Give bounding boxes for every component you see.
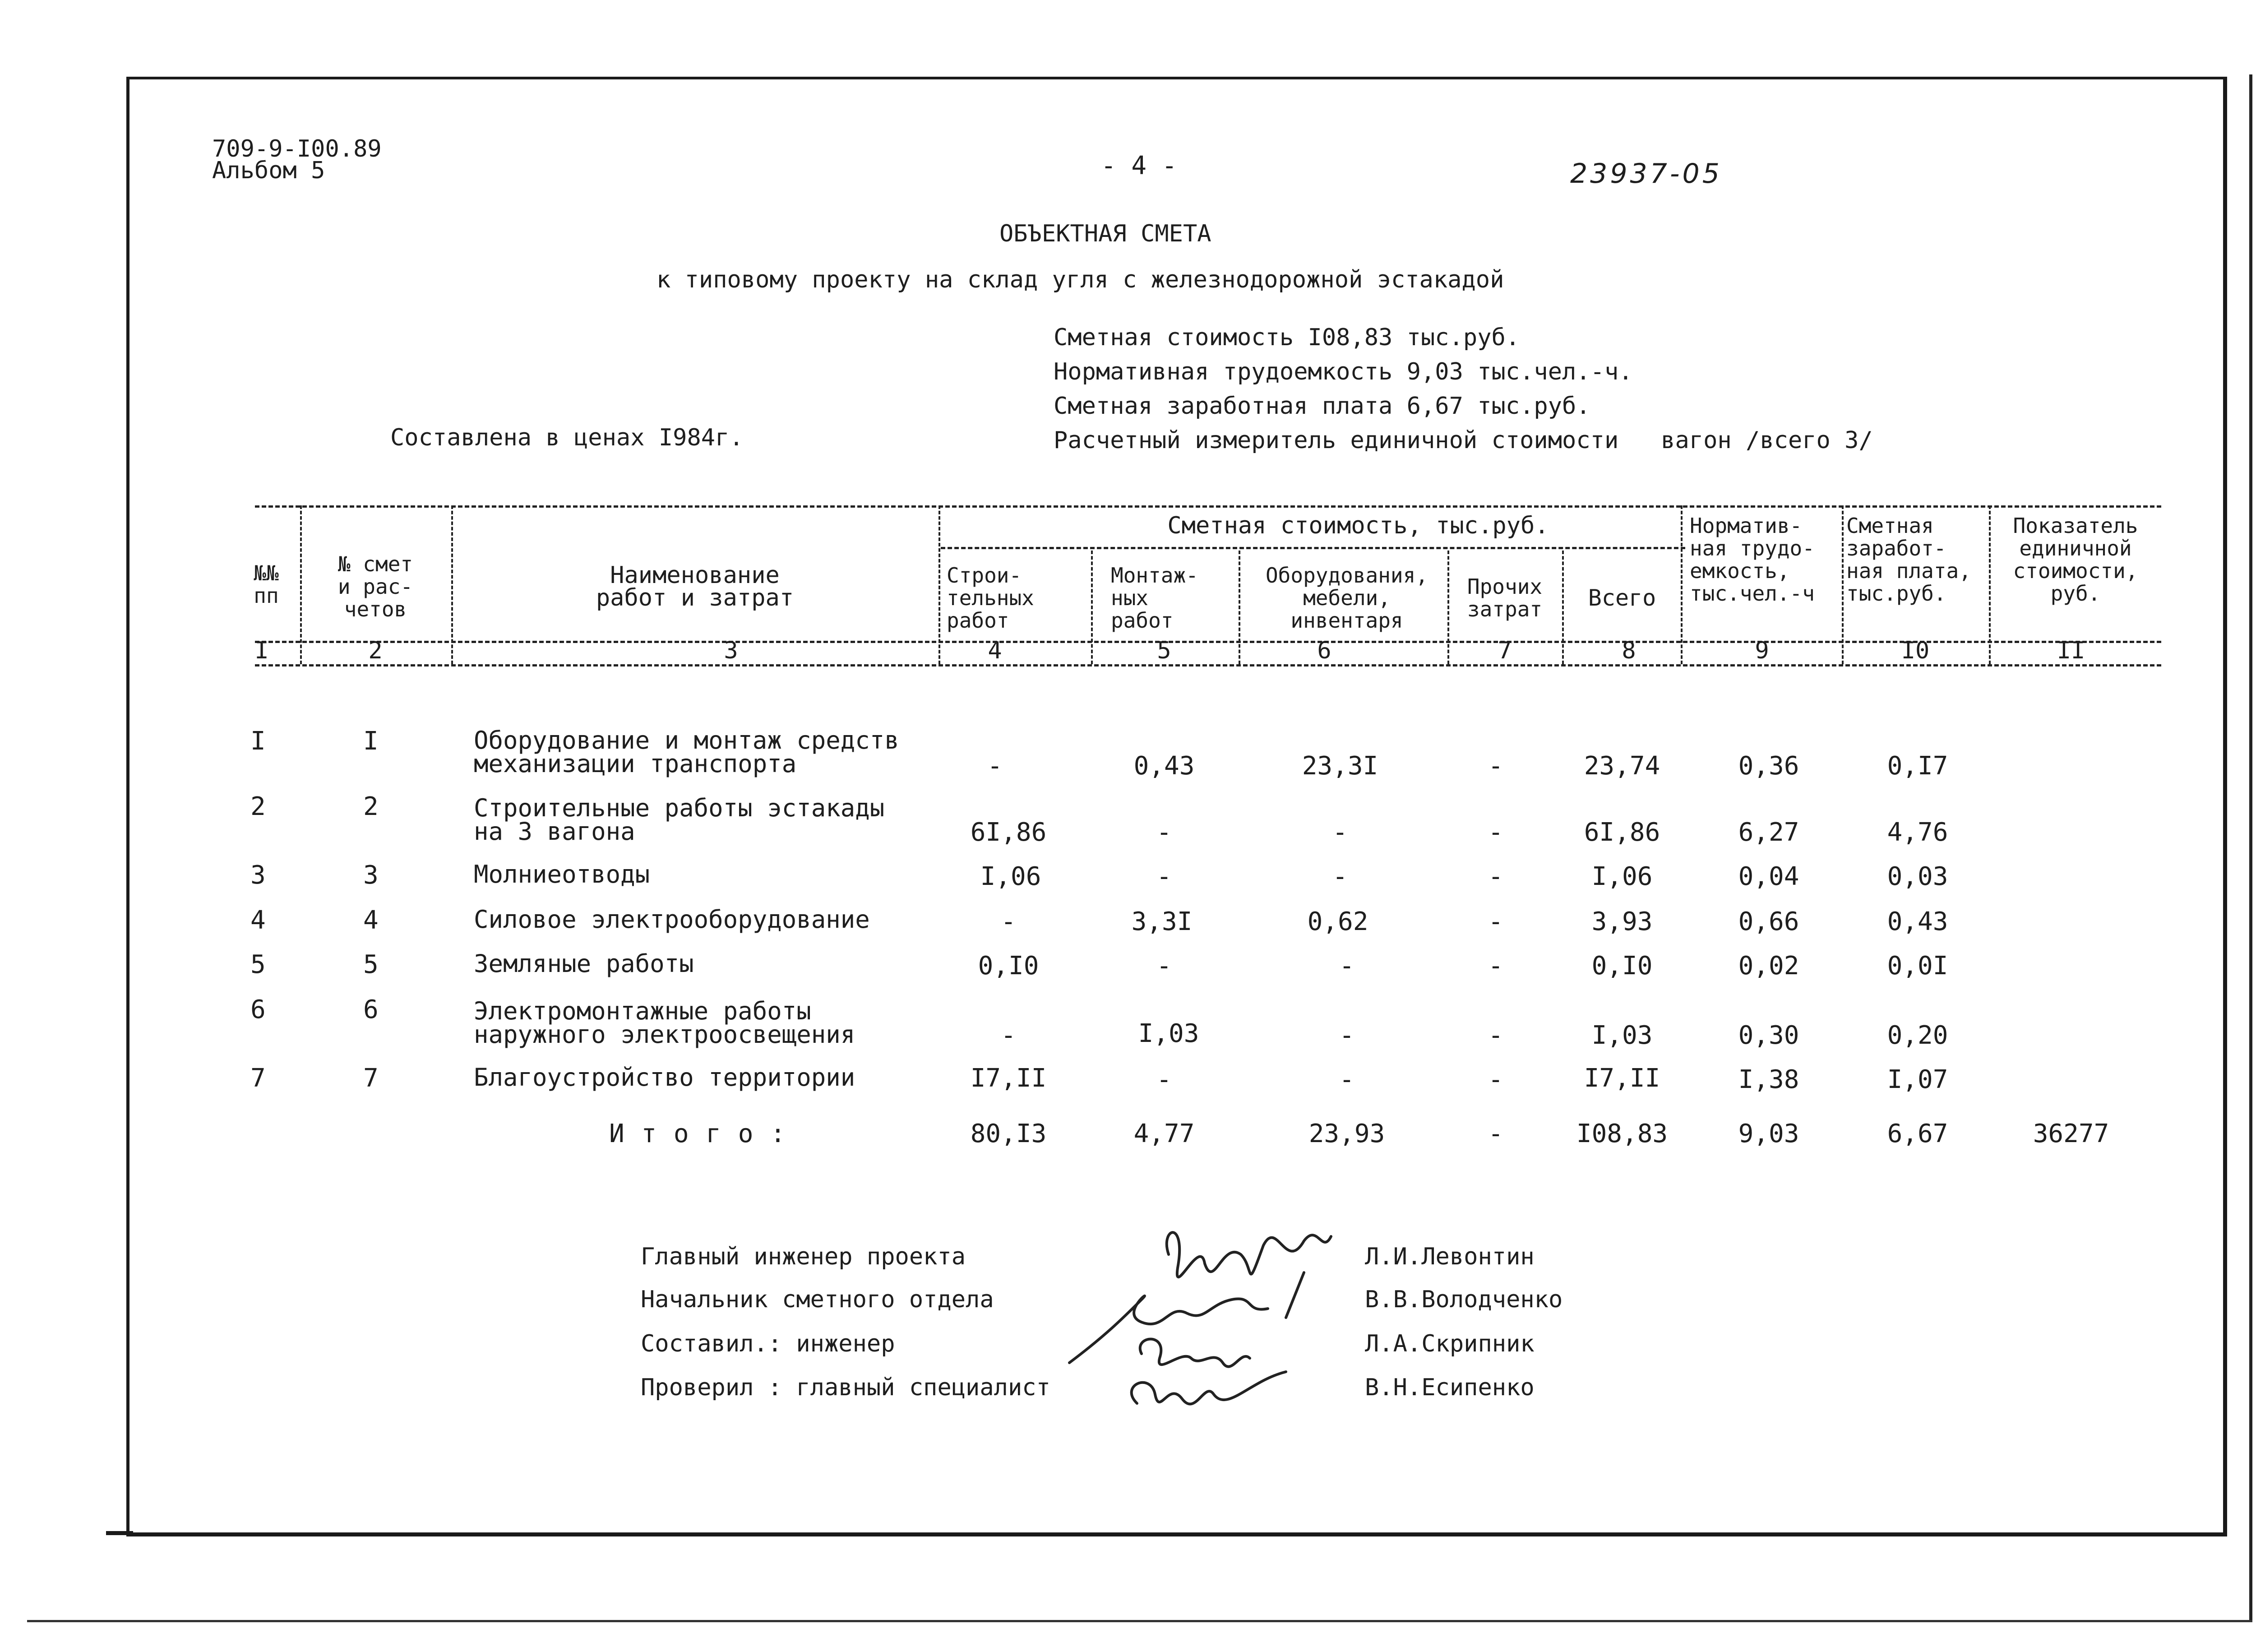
archive-number: 23937-05 bbox=[1570, 158, 1722, 190]
header-col7-other: Прочих затрат bbox=[1467, 574, 1543, 621]
signature-name: В.Н.Есипенко bbox=[1365, 1374, 1535, 1401]
signature-scribble-1 bbox=[1051, 1200, 1367, 1435]
signature-role: Начальник сметного отдела bbox=[641, 1286, 994, 1313]
signature-role: Составил.: инженер bbox=[641, 1330, 895, 1357]
header-col11-unit-cost: Показатель единичной стоимости, руб. bbox=[2013, 514, 2138, 606]
summary-labor: Нормативная трудоемкость 9,03 тыс.чел.-ч. bbox=[1054, 358, 1633, 385]
outer-frame-right-edge bbox=[2249, 74, 2252, 1622]
document-code: 709-9-I00.89 bbox=[212, 135, 382, 162]
page-number: - 4 - bbox=[1101, 151, 1177, 180]
document-title: ОБЪЕКТНАЯ СМЕТА bbox=[999, 220, 1211, 247]
signature-name: В.В.Володченко bbox=[1365, 1286, 1563, 1313]
signature-name: Л.А.Скрипник bbox=[1365, 1330, 1535, 1357]
signature-name: Л.И.Левонтин bbox=[1365, 1243, 1535, 1270]
header-col9-labor: Норматив- ная трудо- емкость, тыс.чел.-ч bbox=[1690, 514, 1815, 606]
summary-meter: Расчетный измеритель единичной стоимости вагон /всего 3/ bbox=[1054, 427, 1873, 454]
header-estimated-cost-group: Сметная стоимость, тыс.руб. bbox=[1167, 512, 1549, 539]
outer-frame-bottom-edge bbox=[27, 1620, 2252, 1622]
header-col10-wages: Сметная заработ- ная плата, тыс.руб. bbox=[1846, 514, 1971, 606]
summary-cost: Сметная стоимость I08,83 тыс.руб. bbox=[1054, 324, 1520, 351]
signature-role: Проверил : главный специалист bbox=[641, 1374, 1050, 1401]
header-col5-mounting: Монтаж- ных работ bbox=[1111, 563, 1198, 633]
album-label: Альбом 5 bbox=[212, 157, 325, 184]
document-subtitle: к типовому проекту на склад угля с железнодорожной эстакадой bbox=[656, 266, 1504, 293]
header-col6-equipment: Оборудования, мебели, инвентаря bbox=[1265, 563, 1428, 633]
frame-bottom-extension bbox=[106, 1531, 133, 1535]
signature-role: Главный инженер проекта bbox=[641, 1243, 966, 1270]
header-col4-construction: Строи- тельных работ bbox=[947, 563, 1034, 633]
header-col3-name: Наименование работ и затрат bbox=[596, 562, 794, 611]
header-col2: № смет и рас- четов bbox=[337, 552, 413, 621]
price-basis: Составлена в ценах I984г. bbox=[390, 424, 744, 451]
header-col8-total: Всего bbox=[1588, 585, 1656, 611]
header-col1: №№ пп bbox=[254, 561, 279, 608]
summary-wages: Сметная заработная плата 6,67 тыс.руб. bbox=[1054, 393, 1590, 420]
